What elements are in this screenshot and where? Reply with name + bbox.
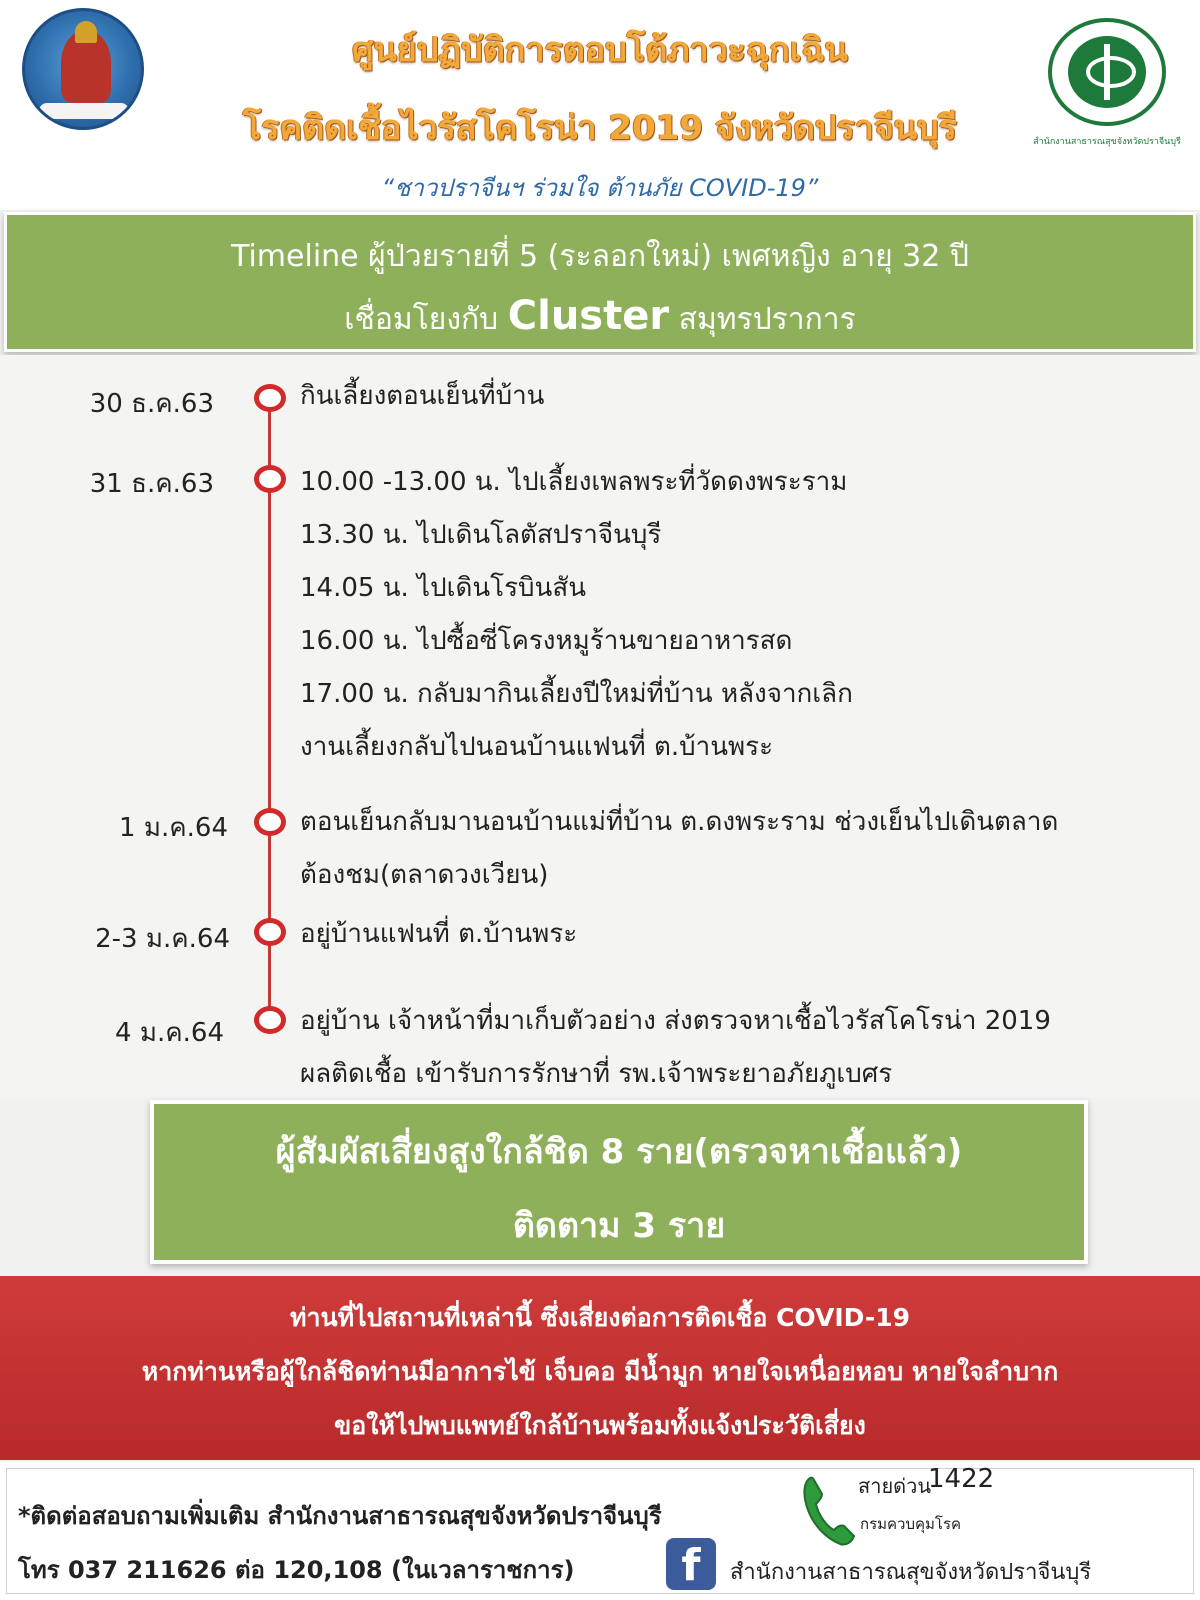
timeline-dot — [254, 465, 286, 493]
timeline-event: ต้องชม(ตลาดวงเวียน) — [300, 860, 549, 890]
timeline-date: 31 ธ.ค.63 — [89, 469, 214, 499]
timeline-event: อยู่บ้านแฟนที่ ต.บ้านพระ — [300, 919, 578, 949]
facebook-page-name: สำนักงานสาธารณสุขจังหวัดปราจีนบุรี — [730, 1560, 1092, 1585]
timeline-event: กินเลี้ยงตอนเย็นที่บ้าน — [300, 381, 545, 411]
right-logo-caption: สำนักงานสาธารณสุขจังหวัดปราจีนบุรี — [1033, 137, 1181, 147]
phone-icon — [800, 1472, 856, 1548]
timeline-dot — [254, 808, 286, 836]
timeline-title-suffix: สมุทรปราการ — [678, 302, 856, 337]
timeline-date: 30 ธ.ค.63 — [89, 389, 214, 419]
timeline-dot — [254, 384, 286, 412]
timeline-dot — [254, 918, 286, 946]
followed-contacts: ติดตาม 3 ราย — [512, 1206, 726, 1246]
timeline-event: อยู่บ้าน เจ้าหน้าที่มาเก็บตัวอย่าง ส่งตรวจหาเชื้อไวรัสโคโรน่า 2019 — [300, 1006, 1051, 1036]
hotline-label: สายด่วน — [858, 1474, 932, 1498]
warning-line1: ท่านที่ไปสถานที่เหล่านี้ ซึ่งเสี่ยงต่อการติดเชื้อ COVID-19 — [289, 1303, 911, 1332]
timeline-event: 17.00 น. กลับมากินเลี้ยงปีใหม่ที่บ้าน หลังจากเลิก — [300, 679, 853, 709]
timeline-event: ตอนเย็นกลับมานอนบ้านแม่ที่บ้าน ต.ดงพระราม ช่วงเย็นไปเดินตลาด — [300, 807, 1059, 837]
footer — [0, 1462, 1200, 1600]
header-title-line1: ศูนย์ปฏิบัติการตอบโต้ภาวะฉุกเฉิน — [352, 30, 848, 70]
timeline-title-line1: Timeline ผู้ป่วยรายที่ 5 (ระลอกใหม่) เพศหญิง อายุ 32 ปี — [231, 239, 969, 274]
timeline-title-box — [4, 212, 1196, 352]
footer-contact-text: *ติดต่อสอบถามเพิ่มเติม สำนักงานสาธารณสุขจังหวัดปราจีนบุรี — [18, 1502, 662, 1530]
high-risk-contacts: ผู้สัมผัสเสี่ยงสูงใกล้ชิด 8 ราย(ตรวจหาเชื้อแล้ว) — [275, 1132, 963, 1172]
timeline-event: 16.00 น. ไปซื้อซี่โครงหมูร้านขายอาหารสด — [300, 626, 793, 656]
header-slogan: “ชาวปราจีนฯ ร่วมใจ ต้านภัย COVID-19” — [381, 174, 819, 202]
warning-line2: หากท่านหรือผู้ใกล้ชิดท่านมีอาการไข้ เจ็บคอ มีน้ำมูก หายใจเหนื่อยหอบ หายใจลำบาก — [141, 1357, 1059, 1386]
timeline-dot — [254, 1006, 286, 1034]
header — [0, 0, 1200, 210]
timeline-event: 14.05 น. ไปเดินโรบินสัน — [300, 573, 586, 603]
timeline-title-prefix: เชื่อมโยงกับ — [344, 302, 499, 337]
hotline-number: 1422 — [928, 1464, 995, 1494]
timeline-date: 4 ม.ค.64 — [115, 1018, 224, 1048]
header-title-line2: โรคติดเชื้อไวรัสโคโรน่า 2019 จังหวัดปราจีนบุรี — [243, 108, 957, 148]
footer-phone-text: โทร 037 211626 ต่อ 120,108 (ในเวลาราชการ) — [18, 1556, 575, 1584]
warning-banner — [0, 1276, 1200, 1460]
cluster-label: Cluster — [507, 293, 670, 339]
timeline-event: ผลติดเชื้อ เข้ารับการรักษาที่ รพ.เจ้าพระยาอภัยภูเบศร — [300, 1059, 893, 1089]
timeline-title-line2 — [7, 293, 1193, 343]
warning-line3: ขอให้ไปพบแพทย์ใกล้บ้านพร้อมทั้งแจ้งประวัติเสี่ยง — [334, 1411, 866, 1440]
timeline-event: 10.00 -13.00 น. ไปเลี้ยงเพลพระที่วัดดงพระราม — [300, 467, 848, 497]
timeline-date: 2-3 ม.ค.64 — [95, 924, 230, 954]
contacts-summary-box — [150, 1100, 1088, 1264]
timeline-date: 1 ม.ค.64 — [119, 813, 228, 843]
hotline-department: กรมควบคุมโรค — [860, 1515, 962, 1533]
ministry-public-health-logo-icon — [1048, 18, 1166, 126]
timeline-event: 13.30 น. ไปเดินโลตัสปราจีนบุรี — [300, 520, 662, 550]
facebook-icon: f — [666, 1538, 716, 1590]
timeline-event: งานเลี้ยงกลับไปนอนบ้านแฟนที่ ต.บ้านพระ — [300, 732, 774, 762]
provincial-seal-icon — [22, 8, 144, 130]
